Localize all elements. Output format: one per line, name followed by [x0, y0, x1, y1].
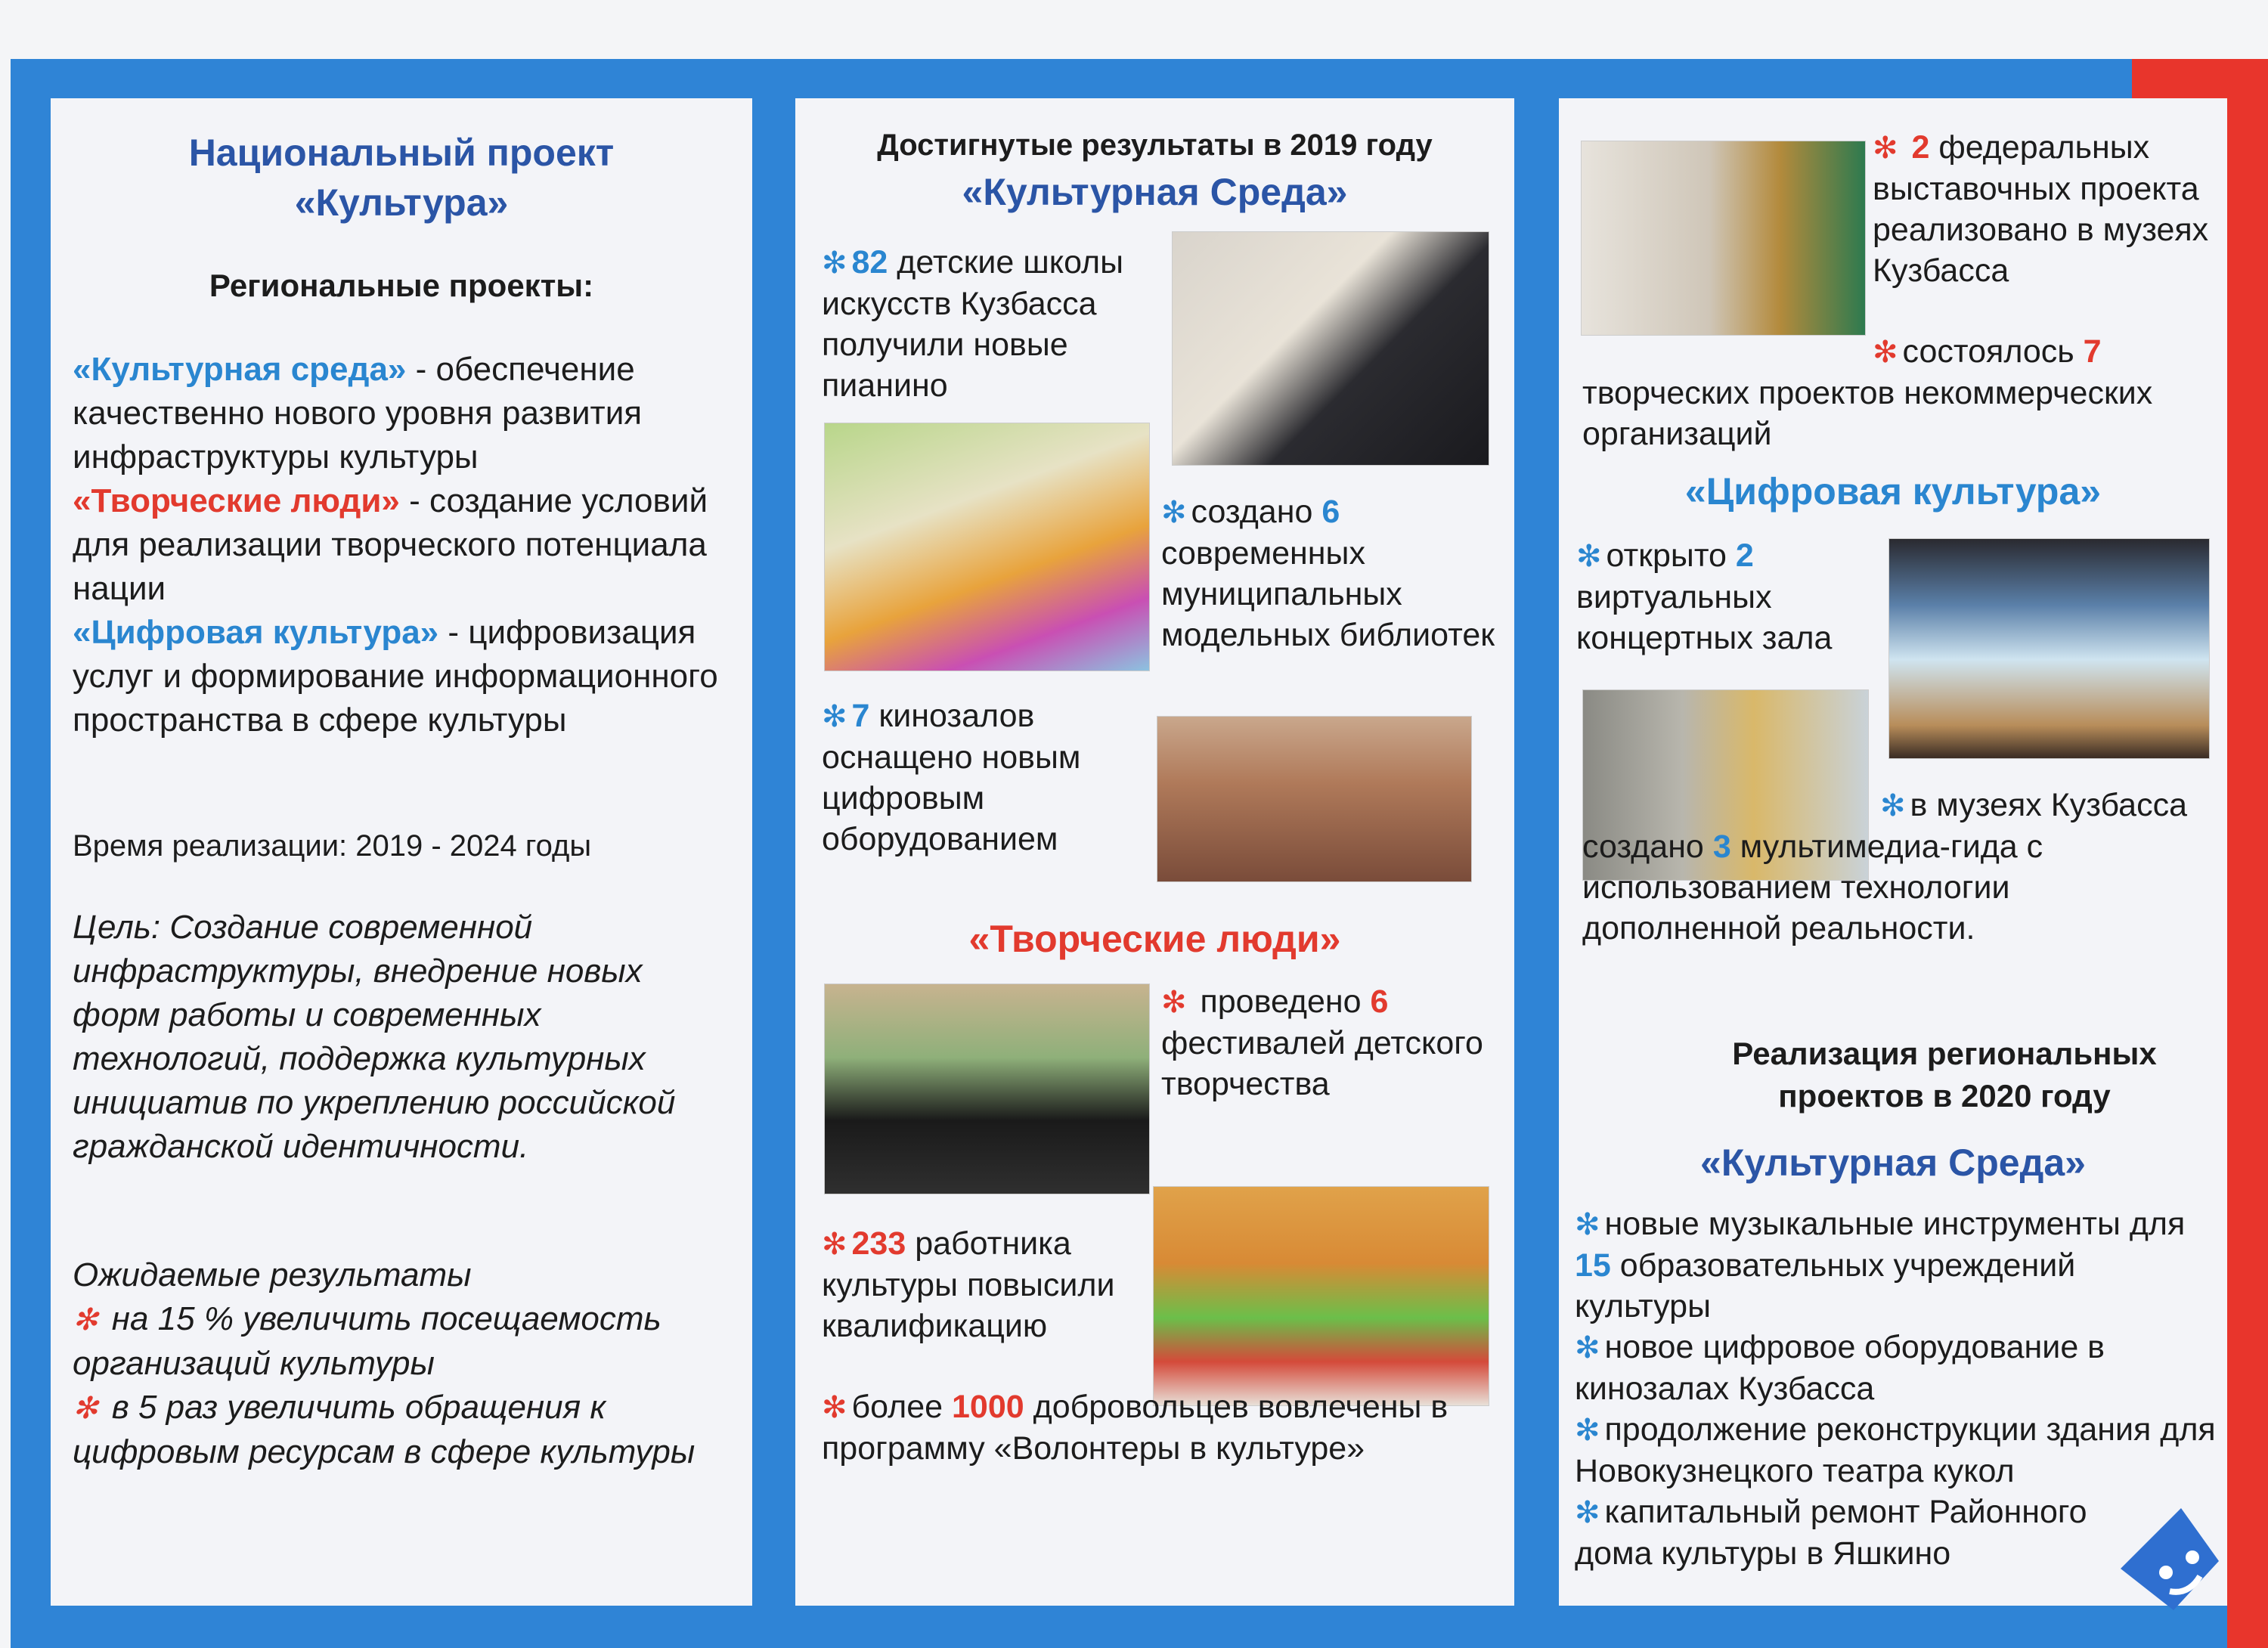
theatre-mask-icon	[2113, 1501, 2226, 1614]
section-title-culture-env-2020: «Культурная Среда»	[1700, 1142, 2086, 1184]
bullet-icon: ✻	[1161, 986, 1187, 1019]
bullet-icon: ✻	[1576, 540, 1602, 573]
bullet-icon: ✻	[73, 1303, 98, 1337]
expected-title: Ожидаемые результаты	[73, 1256, 472, 1293]
list-item: ✻ новые музыкальные инструменты для 15 образовательных учреждений культуры	[1575, 1206, 2186, 1324]
bullet-icon: ✻	[73, 1392, 98, 1425]
item-workers: ✻ 233 работника культуры повысили квалификацию	[822, 1225, 1115, 1344]
project-name: «Культурная среда»	[73, 351, 407, 388]
item-exhibitions: ✻ 2 федеральных выставочных проекта реализовано в музеях Кузбасса	[1873, 129, 2209, 289]
bullet-icon: ✻	[822, 1228, 847, 1261]
subtitle: Региональные проекты:	[209, 268, 594, 303]
item-nko-projects: ✻ состоялось 7 творческих проектов некоммерческих организаций	[1582, 333, 2153, 452]
item-volunteers: ✻ более 1000 добровольцев вовлечены в программу «Волонтеры в культуре»	[822, 1389, 1448, 1467]
item-festivals: ✻ проведено 6 фестивалей детского творчества	[1161, 984, 1483, 1102]
project-desc: - цифровизация услуг и формирование информационного пространства в сфере культуры	[73, 614, 718, 739]
project-name: «Творческие люди»	[73, 482, 400, 519]
item-cinemas: ✻ 7 кинозалов оснащено новым цифровым оборудованием	[822, 698, 1081, 857]
panel-right	[1559, 98, 2227, 1606]
expected-results	[73, 1253, 730, 1474]
period: Время реализации: 2019 - 2024 годы	[73, 829, 592, 863]
item-libraries: ✻ создано 6 современных муниципальных модельных библиотек	[1161, 494, 1495, 653]
projects-description	[73, 348, 745, 742]
bullet-icon: ✻	[822, 700, 847, 733]
photo-stage	[824, 984, 1150, 1194]
red-corner	[2132, 59, 2268, 98]
expected-item: ✻ на 15 % увеличить посещаемость организаций культуры	[73, 1300, 662, 1382]
title-line2: «Культура»	[294, 181, 509, 224]
photo-cinema-hall	[1157, 716, 1472, 882]
section-title-digital: «Цифровая культура»	[1684, 470, 2102, 513]
section-title-culture-env: «Культурная Среда»	[962, 171, 1348, 213]
section-title-creative-people: «Творческие люди»	[968, 918, 1341, 960]
bullet-icon: ✻	[1873, 132, 1898, 165]
bullet-icon: ✻	[1880, 789, 1906, 822]
red-stripe	[2227, 59, 2268, 1648]
title-line1: Национальный проект	[188, 132, 615, 174]
project-desc: - обеспечение качественно нового уровня развития инфраструктуры культуры	[73, 351, 643, 476]
bullet-icon: ✻	[1575, 1414, 1600, 1447]
bullet-icon: ✻	[1575, 1496, 1600, 1529]
expected-item: ✻ в 5 раз увеличить обращения к цифровым ресурсам в сфере культуры	[73, 1389, 696, 1470]
photo-piano	[1172, 231, 1489, 466]
list-item: ✻ новое цифровое оборудование в кинозалах Кузбасса	[1575, 1329, 2105, 1407]
item-pianos: ✻ 82 детские школы искусств Кузбасса получили новые пианино	[822, 244, 1124, 404]
heading-2020: Реализация региональных проектов в 2020 году	[1732, 1036, 2157, 1114]
photo-library	[824, 423, 1150, 671]
bullet-icon: ✻	[822, 1391, 847, 1424]
photo-group	[1153, 1186, 1489, 1406]
photo-concert-hall	[1888, 538, 2210, 759]
heading-2019: Достигнутые результаты в 2019 году	[877, 129, 1433, 162]
item-virtual-halls: ✻ открыто 2 виртуальных концертных зала	[1576, 537, 1833, 656]
bullet-icon: ✻	[1161, 496, 1187, 529]
item-multimedia-guide: ✻ в музеях Кузбасса создано 3 мультимедиа-гида с использованием технологии дополненной реальности.	[1582, 787, 2187, 946]
list-item: ✻ капитальный ремонт Районного дома культуры в Яшкино	[1575, 1494, 2087, 1572]
project-desc: - создание условий для реализации творческого потенциала нации	[73, 482, 708, 607]
photo-museum	[1581, 141, 1866, 336]
bullet-icon: ✻	[1575, 1331, 1600, 1365]
bullet-icon: ✻	[1873, 336, 1898, 369]
project-name: «Цифровая культура»	[73, 614, 439, 651]
goal: Цель: Создание современной инфраструктуры, внедрение новых форм работы и современных технологий, поддержка культурных инициатив по укреплению российской гражданской идентичности.	[73, 909, 676, 1165]
panel-middle	[795, 98, 1514, 1606]
bullet-icon: ✻	[822, 246, 847, 280]
panel-left	[51, 98, 752, 1606]
list-item: ✻ продолжение реконструкции здания для Новокузнецкого театра кукол	[1575, 1411, 2216, 1489]
bullet-icon: ✻	[1575, 1208, 1600, 1241]
